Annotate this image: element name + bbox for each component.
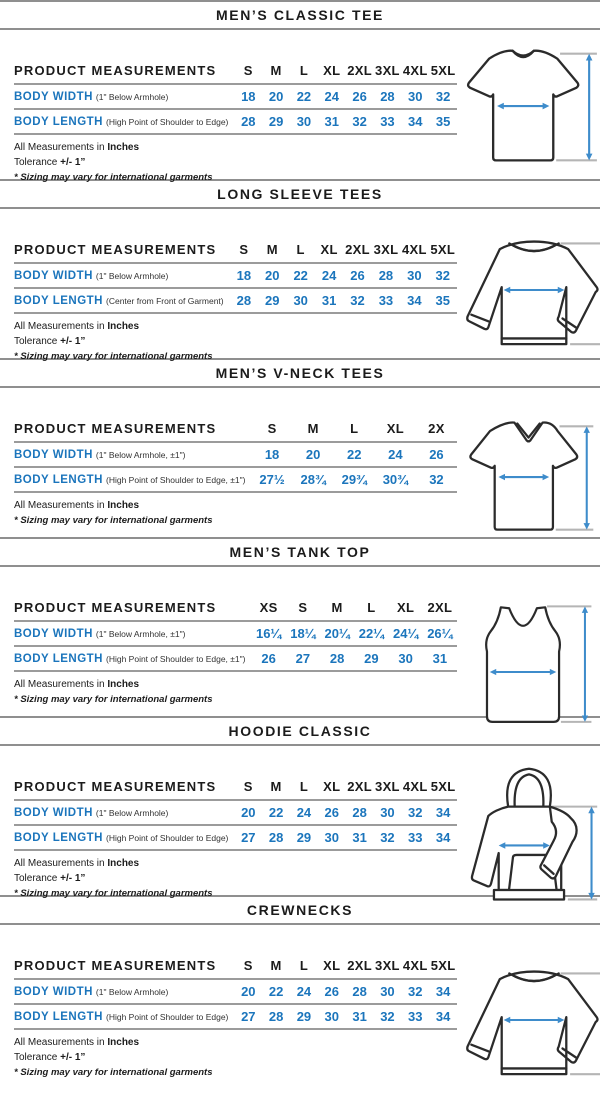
size-column-header: S bbox=[234, 955, 262, 980]
footnote-measurements: All Measurements in Inches bbox=[14, 679, 140, 690]
measurement-value: 24 bbox=[315, 264, 343, 289]
measurement-value: 34 bbox=[429, 1005, 457, 1030]
size-column-header: 3XL bbox=[374, 60, 402, 85]
garment-illustration bbox=[457, 925, 600, 1096]
row-label: BODY LENGTH (High Point of Shoulder to Edge, ±1") bbox=[14, 647, 252, 672]
measurement-value: 26 bbox=[318, 980, 346, 1005]
footnotes bbox=[14, 142, 457, 184]
row-label: BODY LENGTH (High Point of Shoulder to Edge) bbox=[14, 1005, 234, 1030]
measurement-value: 28 bbox=[346, 801, 374, 826]
measurement-value: 29 bbox=[290, 1005, 318, 1030]
measurement-value: 30¾ bbox=[375, 468, 416, 493]
garment-illustration bbox=[457, 746, 600, 908]
table-header-label: PRODUCT MEASUREMENTS bbox=[14, 955, 234, 980]
footnotes bbox=[14, 500, 457, 527]
measurement-value: 30 bbox=[318, 826, 346, 851]
measurement-value: 32 bbox=[401, 801, 429, 826]
measurement-value: 30 bbox=[286, 289, 314, 314]
crewneck-illustration bbox=[457, 963, 600, 1096]
size-chart-section bbox=[0, 537, 600, 716]
footnote-sizing: * Sizing may vary for international garments bbox=[14, 172, 213, 183]
row-label: BODY LENGTH (High Point of Shoulder to Edge) bbox=[14, 110, 234, 135]
section-body bbox=[0, 925, 600, 1096]
measurement-value: 29 bbox=[262, 110, 290, 135]
measurement-value: 24 bbox=[290, 980, 318, 1005]
measurement-value: 16¼ bbox=[252, 622, 286, 647]
measurement-value: 22 bbox=[262, 801, 290, 826]
footnote-sizing: * Sizing may vary for international garments bbox=[14, 351, 213, 362]
tshirt-illustration bbox=[457, 44, 600, 172]
measurement-value: 20¼ bbox=[320, 622, 354, 647]
size-chart-section bbox=[0, 0, 600, 183]
table-header-label: PRODUCT MEASUREMENTS bbox=[14, 418, 252, 443]
footnote-sizing: * Sizing may vary for international garments bbox=[14, 888, 213, 899]
measurement-value: 28 bbox=[234, 110, 262, 135]
row-label: BODY WIDTH (1" Below Armhole) bbox=[14, 85, 234, 110]
measurement-value: 18 bbox=[252, 443, 293, 468]
size-column-header: 4XL bbox=[401, 776, 429, 801]
size-column-header: L bbox=[354, 597, 388, 622]
measurements-table bbox=[14, 418, 457, 493]
measurement-value: 34 bbox=[429, 801, 457, 826]
footnote-measurements: All Measurements in Inches bbox=[14, 500, 140, 511]
measurement-value: 30 bbox=[374, 801, 402, 826]
size-column-header: 2XL bbox=[346, 776, 374, 801]
footnotes bbox=[14, 858, 457, 900]
vneck-illustration bbox=[458, 416, 599, 540]
footnote-sizing: * Sizing may vary for international garments bbox=[14, 1067, 213, 1078]
garment-illustration bbox=[457, 567, 600, 733]
measurement-value: 32 bbox=[346, 110, 374, 135]
size-chart-section bbox=[0, 895, 600, 1078]
size-column-header: 5XL bbox=[429, 955, 457, 980]
measurements-table bbox=[14, 597, 457, 672]
section-title: CREWNECKS bbox=[246, 902, 354, 918]
measurement-value: 31 bbox=[346, 1005, 374, 1030]
measurement-value: 26 bbox=[346, 85, 374, 110]
section-body bbox=[0, 209, 600, 366]
measurement-value: 34 bbox=[401, 110, 429, 135]
measurement-value: 24¼ bbox=[389, 622, 423, 647]
row-label: BODY LENGTH (High Point of Shoulder to Edge) bbox=[14, 826, 234, 851]
size-column-header: L bbox=[286, 239, 314, 264]
measurement-value: 30 bbox=[401, 85, 429, 110]
measurement-value: 27 bbox=[286, 647, 320, 672]
garment-illustration bbox=[457, 388, 600, 540]
size-chart-section bbox=[0, 179, 600, 362]
size-column-header: 5XL bbox=[429, 239, 457, 264]
measurement-value: 26¼ bbox=[423, 622, 457, 647]
size-column-header: M bbox=[262, 776, 290, 801]
size-chart-section bbox=[0, 358, 600, 537]
size-column-header: XL bbox=[315, 239, 343, 264]
size-column-header: 2XL bbox=[423, 597, 457, 622]
measurement-value: 26 bbox=[343, 264, 371, 289]
measurement-value: 33 bbox=[401, 826, 429, 851]
measurement-value: 29 bbox=[290, 826, 318, 851]
size-chart-section bbox=[0, 716, 600, 899]
measurement-value: 28 bbox=[230, 289, 258, 314]
measurement-value: 35 bbox=[429, 289, 457, 314]
table-header-label: PRODUCT MEASUREMENTS bbox=[14, 239, 230, 264]
measurement-value: 22 bbox=[334, 443, 375, 468]
size-column-header: XL bbox=[318, 60, 346, 85]
measurements-table bbox=[14, 776, 457, 851]
measurement-value: 30 bbox=[400, 264, 428, 289]
size-column-header: XL bbox=[375, 418, 416, 443]
measurement-value: 28 bbox=[320, 647, 354, 672]
size-column-header: 4XL bbox=[401, 955, 429, 980]
measurement-value: 30 bbox=[290, 110, 318, 135]
size-column-header: 3XL bbox=[374, 955, 402, 980]
size-column-header: M bbox=[293, 418, 334, 443]
measurements-table bbox=[14, 60, 457, 135]
measurement-value: 28¾ bbox=[293, 468, 334, 493]
footnote-tolerance: Tolerance +/- 1” bbox=[14, 1052, 86, 1063]
measurement-value: 33 bbox=[372, 289, 400, 314]
measurement-value: 27 bbox=[234, 1005, 262, 1030]
table-column bbox=[14, 388, 457, 540]
size-column-header: S bbox=[286, 597, 320, 622]
measurement-value: 20 bbox=[234, 801, 262, 826]
section-title: MEN’S V-NECK TEES bbox=[215, 365, 385, 381]
measurement-value: 20 bbox=[234, 980, 262, 1005]
measurement-value: 18 bbox=[234, 85, 262, 110]
measurement-value: 32 bbox=[429, 264, 457, 289]
measurement-value: 29¾ bbox=[334, 468, 375, 493]
size-column-header: XS bbox=[252, 597, 286, 622]
row-label: BODY WIDTH (1" Below Armhole) bbox=[14, 264, 230, 289]
measurement-value: 28 bbox=[346, 980, 374, 1005]
section-header bbox=[0, 0, 600, 30]
garment-illustration bbox=[457, 30, 600, 184]
measurement-value: 30 bbox=[374, 980, 402, 1005]
footnotes bbox=[14, 321, 457, 363]
size-column-header: 5XL bbox=[429, 60, 457, 85]
measurement-value: 22 bbox=[290, 85, 318, 110]
table-column bbox=[14, 209, 457, 366]
footnote-sizing: * Sizing may vary for international garments bbox=[14, 515, 213, 526]
measurement-value: 31 bbox=[315, 289, 343, 314]
section-title: HOODIE CLASSIC bbox=[228, 723, 372, 739]
section-body bbox=[0, 30, 600, 184]
size-column-header: L bbox=[334, 418, 375, 443]
row-label: BODY LENGTH (Center from Front of Garment) bbox=[14, 289, 230, 314]
row-label: BODY WIDTH (1" Below Armhole) bbox=[14, 980, 234, 1005]
tank-illustration bbox=[460, 599, 599, 733]
size-column-header: 2XL bbox=[346, 955, 374, 980]
hoodie-illustration bbox=[457, 764, 600, 908]
size-column-header: XL bbox=[389, 597, 423, 622]
section-body bbox=[0, 746, 600, 908]
footnote-measurements: All Measurements in Inches bbox=[14, 1037, 140, 1048]
garment-illustration bbox=[457, 209, 600, 366]
measurement-value: 30 bbox=[318, 1005, 346, 1030]
table-column bbox=[14, 30, 457, 184]
table-header-label: PRODUCT MEASUREMENTS bbox=[14, 60, 234, 85]
section-header bbox=[0, 537, 600, 567]
measurement-value: 29 bbox=[354, 647, 388, 672]
measurement-value: 31 bbox=[318, 110, 346, 135]
measurement-value: 18 bbox=[230, 264, 258, 289]
size-column-header: S bbox=[234, 776, 262, 801]
section-title: MEN’S TANK TOP bbox=[229, 544, 371, 560]
footnote-measurements: All Measurements in Inches bbox=[14, 142, 140, 153]
size-column-header: S bbox=[234, 60, 262, 85]
section-body bbox=[0, 388, 600, 540]
measurements-table bbox=[14, 955, 457, 1030]
measurement-value: 20 bbox=[258, 264, 286, 289]
measurement-value: 27½ bbox=[252, 468, 293, 493]
measurement-value: 35 bbox=[429, 110, 457, 135]
size-column-header: 5XL bbox=[429, 776, 457, 801]
measurement-value: 34 bbox=[400, 289, 428, 314]
measurement-value: 24 bbox=[375, 443, 416, 468]
footnote-sizing: * Sizing may vary for international garments bbox=[14, 694, 213, 705]
footnote-tolerance: Tolerance +/- 1” bbox=[14, 157, 86, 168]
measurement-value: 18¼ bbox=[286, 622, 320, 647]
table-column bbox=[14, 567, 457, 733]
measurement-value: 33 bbox=[374, 110, 402, 135]
footnote-tolerance: Tolerance +/- 1” bbox=[14, 873, 86, 884]
table-column bbox=[14, 925, 457, 1096]
measurement-value: 30 bbox=[389, 647, 423, 672]
footnote-measurements: All Measurements in Inches bbox=[14, 858, 140, 869]
size-column-header: 3XL bbox=[374, 776, 402, 801]
size-column-header: S bbox=[252, 418, 293, 443]
size-column-header: M bbox=[320, 597, 354, 622]
measurement-value: 24 bbox=[290, 801, 318, 826]
measurements-table bbox=[14, 239, 457, 314]
size-column-header: L bbox=[290, 955, 318, 980]
size-column-header: L bbox=[290, 60, 318, 85]
section-body bbox=[0, 567, 600, 733]
table-header-label: PRODUCT MEASUREMENTS bbox=[14, 597, 252, 622]
measurement-value: 20 bbox=[293, 443, 334, 468]
measurement-value: 26 bbox=[416, 443, 457, 468]
measurement-value: 20 bbox=[262, 85, 290, 110]
measurement-value: 31 bbox=[423, 647, 457, 672]
size-column-header: 2XL bbox=[346, 60, 374, 85]
measurement-value: 28 bbox=[372, 264, 400, 289]
size-column-header: XL bbox=[318, 776, 346, 801]
measurement-value: 33 bbox=[401, 1005, 429, 1030]
section-title: MEN’S CLASSIC TEE bbox=[216, 7, 384, 23]
measurement-value: 32 bbox=[416, 468, 457, 493]
footnote-tolerance: Tolerance +/- 1” bbox=[14, 336, 86, 347]
size-column-header: S bbox=[230, 239, 258, 264]
row-label: BODY LENGTH (High Point of Shoulder to Edge, ±1") bbox=[14, 468, 252, 493]
measurement-value: 32 bbox=[374, 826, 402, 851]
measurement-value: 32 bbox=[374, 1005, 402, 1030]
size-column-header: 4XL bbox=[401, 60, 429, 85]
measurement-value: 29 bbox=[258, 289, 286, 314]
measurement-value: 24 bbox=[318, 85, 346, 110]
size-column-header: L bbox=[290, 776, 318, 801]
measurement-value: 34 bbox=[429, 980, 457, 1005]
size-column-header: 3XL bbox=[372, 239, 400, 264]
measurement-value: 28 bbox=[262, 1005, 290, 1030]
measurement-value: 28 bbox=[374, 85, 402, 110]
measurement-value: 28 bbox=[262, 826, 290, 851]
size-column-header: 2X bbox=[416, 418, 457, 443]
footnotes bbox=[14, 679, 457, 706]
row-label: BODY WIDTH (1" Below Armhole, ±1") bbox=[14, 622, 252, 647]
size-column-header: 4XL bbox=[400, 239, 428, 264]
table-header-label: PRODUCT MEASUREMENTS bbox=[14, 776, 234, 801]
measurement-value: 26 bbox=[318, 801, 346, 826]
measurement-value: 32 bbox=[401, 980, 429, 1005]
section-title: LONG SLEEVE TEES bbox=[217, 186, 383, 202]
size-column-header: XL bbox=[318, 955, 346, 980]
measurement-value: 32 bbox=[429, 85, 457, 110]
longsleeve-illustration bbox=[457, 233, 600, 366]
size-column-header: M bbox=[262, 955, 290, 980]
row-label: BODY WIDTH (1" Below Armhole) bbox=[14, 801, 234, 826]
measurement-value: 22 bbox=[262, 980, 290, 1005]
size-column-header: 2XL bbox=[343, 239, 371, 264]
measurement-value: 26 bbox=[252, 647, 286, 672]
measurement-value: 27 bbox=[234, 826, 262, 851]
table-column bbox=[14, 746, 457, 908]
footnote-measurements: All Measurements in Inches bbox=[14, 321, 140, 332]
measurement-value: 32 bbox=[343, 289, 371, 314]
measurement-value: 31 bbox=[346, 826, 374, 851]
measurement-value: 22¼ bbox=[354, 622, 388, 647]
measurement-value: 22 bbox=[286, 264, 314, 289]
measurement-value: 34 bbox=[429, 826, 457, 851]
size-column-header: M bbox=[258, 239, 286, 264]
size-column-header: M bbox=[262, 60, 290, 85]
row-label: BODY WIDTH (1" Below Armhole, ±1") bbox=[14, 443, 252, 468]
